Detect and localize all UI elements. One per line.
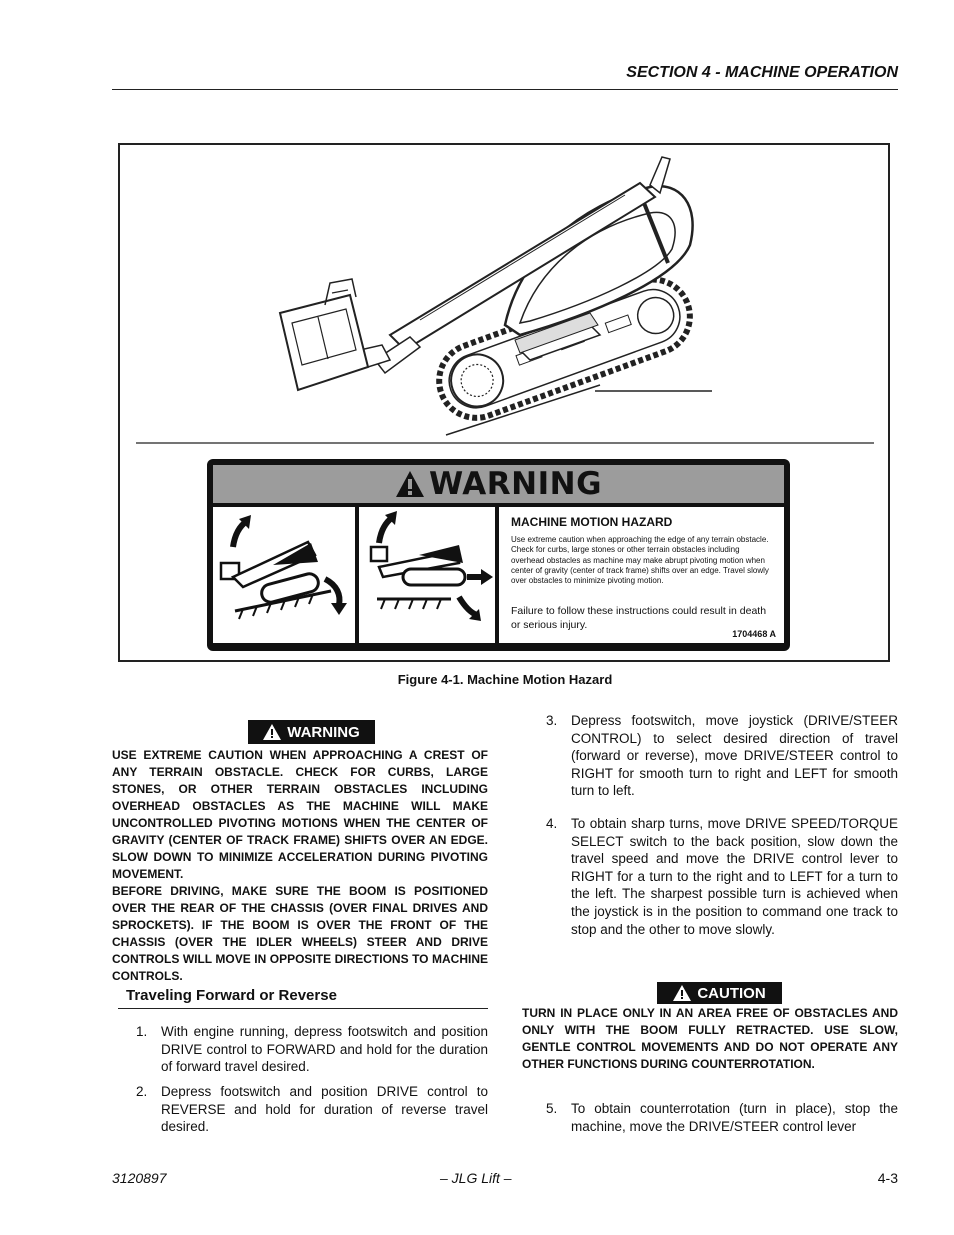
step-item [136,1023,488,1079]
travel-hazard-icon [359,507,495,643]
machine-illustration [120,145,888,445]
step-item [546,1100,898,1140]
step-number: 2. [136,1084,148,1099]
warning-triangle-icon [263,724,281,740]
figure-caption: Figure 4-1. Machine Motion Hazard [397,672,613,687]
step-number: 3. [546,713,558,728]
decal-title: MACHINE MOTION HAZARD [511,515,673,529]
decal-pictogram-left [213,507,355,643]
step-text: Depress footswitch and position DRIVE control to REVERSE and hold for duration of reverse travel desired. [161,1084,488,1135]
warning-decal [207,459,790,651]
caution-signal-word [657,982,782,1004]
decal-text-panel [499,507,784,643]
decal-pictogram-right [359,507,495,643]
figure-frame [118,143,890,662]
footer-page-number: 4-3 [877,1170,898,1186]
step-number: 5. [546,1101,558,1116]
caution-label: CAUTION [697,984,766,1002]
subheading-rule [118,1008,488,1009]
decal-body: Use extreme caution when approaching the edge of any terrain obstacle. Check for curbs, large stones or other terrain obstacles including overhead obstacles as machine may make abrupt pivoting motion when center of gravity (center of track frame) shifts over an edge. Travel slowly over obstacles to minimize pivoting motion. [511,535,769,586]
footer-publisher: – JLG Lift – [440,1170,512,1186]
decal-heading: WARNING [428,466,603,502]
decal-header [213,465,784,503]
header-rule [112,89,898,90]
step-text: To obtain counterrotation (turn in place), stop the machine, move the DRIVE/STEER control lever [571,1101,898,1134]
warning-label: WARNING [287,723,360,741]
warning-paragraph-1: USE EXTREME CAUTION WHEN APPROACHING A CREST OF ANY TERRAIN OBSTACLE. CHECK FOR CURBS, LARGE STONES, OR OTHER TERRAIN OBSTACLES INCLUDING OVERHEAD OBSTACLES AS THE MACHINE WILL MAKE UNCONTROLLED PIVOTING MOTIONS WHEN THE CENTER OF GRAVITY (CENTER OF TRACK FRAME) SHIFTS OVER AN EDGE. SLOW DOWN TO MINIMIZE ACCELERATION DURING PIVOTING MOVEMENT. [112,748,488,881]
decal-part-number: 1704468 A [732,629,776,639]
subheading: Traveling Forward or Reverse [126,987,337,1004]
decal-failure-text: Failure to follow these instructions could result in death or serious injury. [511,605,767,631]
warning-paragraph-2: BEFORE DRIVING, MAKE SURE THE BOOM IS POSITIONED OVER THE REAR OF THE CHASSIS (OVER FINAL DRIVES AND SPROCKETS). IF THE BOOM IS OVER THE FRONT OF THE CHASSIS (OVER THE IDLER WHEELS) STEER AND DRIVE CONTROLS WILL MOVE IN OPPOSITE DIRECTIONS TO MACHINE CONTROLS. [112,884,488,983]
section-header: SECTION 4 - MACHINE OPERATION [626,64,898,81]
warning-signal-word [248,720,375,744]
step-text: With engine running, depress footswitch and position DRIVE control to FORWARD and hold for the duration of forward travel desired. [161,1024,488,1075]
footer-document-number: 3120897 [112,1170,167,1186]
step-text: To obtain sharp turns, move DRIVE SPEED/TORQUE SELECT switch to the back position, slow down the travel speed and move the DRIVE control lever to RIGHT for a turn to the right and to LEFT for a turn to the left. The sharpest possible turn is achieved when the joystick is in the position to command one track to stop and the other to move slowly. [571,816,898,937]
step-item [546,815,898,960]
warning-triangle-icon [673,985,691,1001]
step-number: 1. [136,1024,148,1039]
step-item [546,712,898,804]
step-item [136,1083,488,1139]
step-number: 4. [546,816,558,831]
caution-paragraph: TURN IN PLACE ONLY IN AN AREA FREE OF OBSTACLES AND ONLY WITH THE BOOM FULLY RETRACTED. USE SLOW, GENTLE CONTROL MOVEMENTS AND DO NOT OPERATE ANY OTHER FUNCTIONS DURING COUNTERROTATION. [522,1006,898,1071]
pivot-hazard-icon [213,507,355,643]
step-text: Depress footswitch, move joystick (DRIVE/STEER CONTROL) to select desired direction of travel (forward or reverse), move DRIVE/STEER control to RIGHT for smooth turn to right and LEFT for smooth turn to left. [571,713,898,799]
warning-triangle-icon [395,470,425,498]
